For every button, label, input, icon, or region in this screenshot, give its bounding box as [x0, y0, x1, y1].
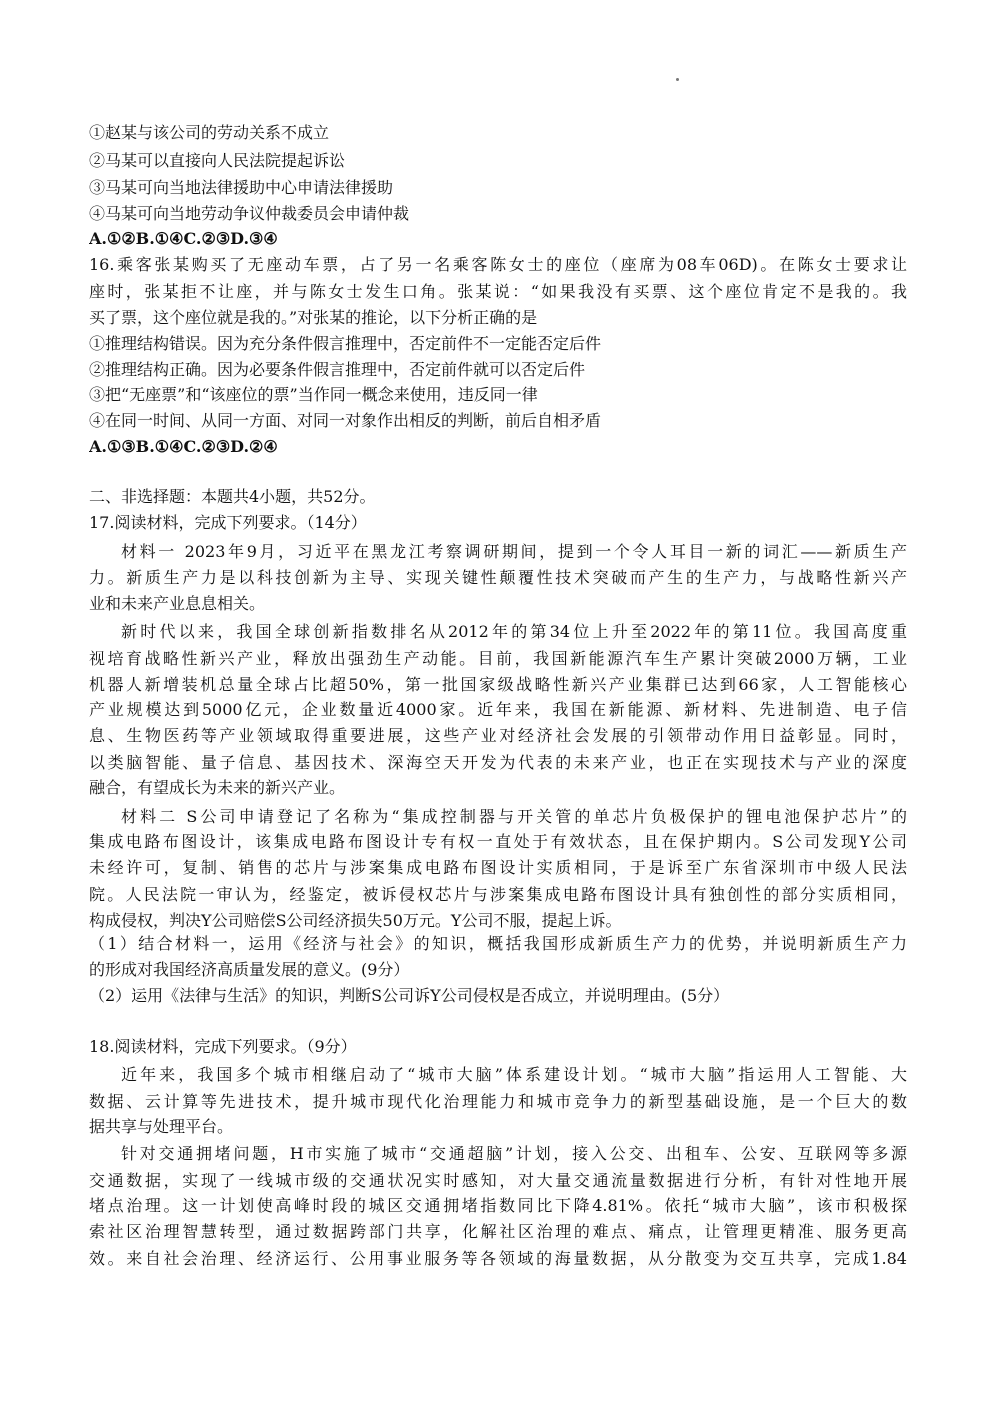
q17-material1-line-3: 业和未来产业息息相关。: [89, 594, 266, 613]
q16-option-1: ①推理结构错误。因为充分条件假言推理中，否定前件不一定能否定后件: [89, 334, 602, 353]
q15-choices: A.①②B.①④C.②③D.③④: [89, 229, 278, 248]
q16-option-4: ④在同一时间、从同一方面、对同一对象作出相反的判断，前后自相矛盾: [89, 411, 602, 430]
q16-choices: A.①③B.①④C.②③D.②④: [89, 437, 278, 456]
q17-material2-line-1: 材料二 S公司申请登记了名称为“集成控制器与开关管的单芯片负极保护的锂电池保护芯片”的: [121, 807, 907, 826]
q17-sub2: （2）运用《法律与生活》的知识，判断S公司诉Y公司侵权是否成立，并说明理由。(5分）: [89, 986, 730, 1005]
q17-material2-line-2: 集成电路布图设计，该集成电路布图设计专有权一直处于有效状态，且在保护期内。S公司发现Y公司: [89, 832, 907, 851]
q18-para2-line-5: 效。来自社会治理、经济运行、公用事业服务等各领域的海量数据，从分散变为交互共享，完成1.84: [89, 1249, 907, 1268]
q17-material2-line-5: 构成侵权，判决Y公司赔偿S公司经济损失50万元。Y公司不服，提起上诉。: [89, 911, 622, 930]
q17-material2-line-3: 未经许可，复制、销售的芯片与涉案集成电路布图设计实质相同，于是诉至广东省深圳市中级人民法: [89, 858, 907, 877]
q17-para2-line-5: 息、生物医药等产业领域取得重要进展，这些产业对经济社会发展的引领带动作用日益彰显。同时，: [89, 726, 907, 745]
q17-para2-line-1: 新时代以来，我国全球创新指数排名从2012年的第34位上升至2022年的第11位。我国高度重: [121, 622, 907, 641]
q16-stem-line-2: 座时，张某拒不让座，并与陈女士发生口角。张某说：“如果我没有买票、这个座位肯定不是我的。我: [89, 282, 907, 301]
q17-sub1-line-1: （1）结合材料一，运用《经济与社会》的知识，概括我国形成新质生产力的优势，并说明新质生产力: [89, 934, 907, 953]
q18-para2-line-1: 针对交通拥堵问题，H市实施了城市“交通超脑”计划，接入公交、出租车、公安、互联网等多源: [121, 1144, 907, 1163]
q17-material1-line-2: 力。新质生产力是以科技创新为主导、实现关键性颠覆性技术突破而产生的生产力，与战略性新兴产: [89, 568, 907, 587]
q17-para2-line-7: 融合，有望成长为未来的新兴产业。: [89, 778, 346, 797]
q17-material1-line-1: 材料一 2023年9月，习近平在黑龙江考察调研期间，提到一个令人耳目一新的词汇——新质生产: [121, 542, 907, 561]
q16-stem-line-3: 买了票，这个座位就是我的。”对张某的推论，以下分析正确的是: [89, 308, 538, 327]
q15-option-4: ④马某可向当地劳动争议仲裁委员会申请仲裁: [89, 204, 410, 223]
q17-para2-line-4: 产业规模达到5000亿元，企业数量近4000家。近年来，我国在新能源、新材料、先进制造、电子信: [89, 700, 907, 719]
q17-para2-line-3: 机器人新增装机总量全球占比超50%，第一批国家级战略性新兴产业集群已达到66家，人工智能核心: [89, 675, 907, 694]
q18-para1-line-2: 数据、云计算等先进技术，提升城市现代化治理能力和城市竞争力的新型基础设施，是一个巨大的数: [89, 1092, 907, 1111]
q17-para2-line-2: 视培育战略性新兴产业，释放出强劲生产动能。目前，我国新能源汽车生产累计突破2000万辆，工业: [89, 649, 907, 668]
q15-option-3: ③马某可向当地法律援助中心申请法律援助: [89, 178, 394, 197]
q16-option-3: ③把“无座票”和“该座位的票”当作同一概念来使用，违反同一律: [89, 385, 538, 404]
q18-para2-line-3: 堵点治理。这一计划使高峰时段的城区交通拥堵指数同比下降4.81%。依托“城市大脑”，该市积极探: [89, 1196, 907, 1215]
q15-option-1: ①赵某与该公司的劳动关系不成立: [89, 123, 330, 142]
q17-material2-line-4: 院。人民法院一审认为，经鉴定，被诉侵权芯片与涉案集成电路布图设计具有独创性的部分实质相同，: [89, 885, 907, 904]
q16-option-2: ②推理结构正确。因为必要条件假言推理中，否定前件就可以否定后件: [89, 360, 586, 379]
q17-title: 17.阅读材料，完成下列要求。（14分）: [89, 513, 367, 532]
q16-stem-line-1: 16.乘客张某购买了无座动车票，占了另一名乘客陈女士的座位（座席为08车06D)。在陈女士要求让: [89, 255, 907, 274]
q17-sub1-line-2: 的形成对我国经济高质量发展的意义。(9分）: [89, 960, 410, 979]
q18-para2-line-2: 交通数据，实现了一线城市级的交通状况实时感知，对大量交通流量数据进行分析，有针对性地开展: [89, 1171, 907, 1190]
section2-heading: 二、非选择题：本题共4小题，共52分。: [89, 487, 376, 506]
q18-para2-line-4: 索社区治理智慧转型，通过数据跨部门共享，化解社区治理的难点、痛点，让管理更精准、服务更高: [89, 1222, 907, 1241]
q18-title: 18.阅读材料，完成下列要求。（9分）: [89, 1037, 357, 1056]
q15-option-2: ②马某可以直接向人民法院提起诉讼: [89, 151, 346, 170]
q17-para2-line-6: 以类脑智能、量子信息、基因技术、深海空天开发为代表的未来产业，也正在实现技术与产业的深度: [89, 753, 907, 772]
q18-para1-line-1: 近年来，我国多个城市相继启动了“城市大脑”体系建设计划。“城市大脑”指运用人工智能、大: [121, 1065, 907, 1084]
q18-para1-line-3: 据共享与处理平台。: [89, 1117, 234, 1136]
scan-dot: [676, 78, 679, 81]
